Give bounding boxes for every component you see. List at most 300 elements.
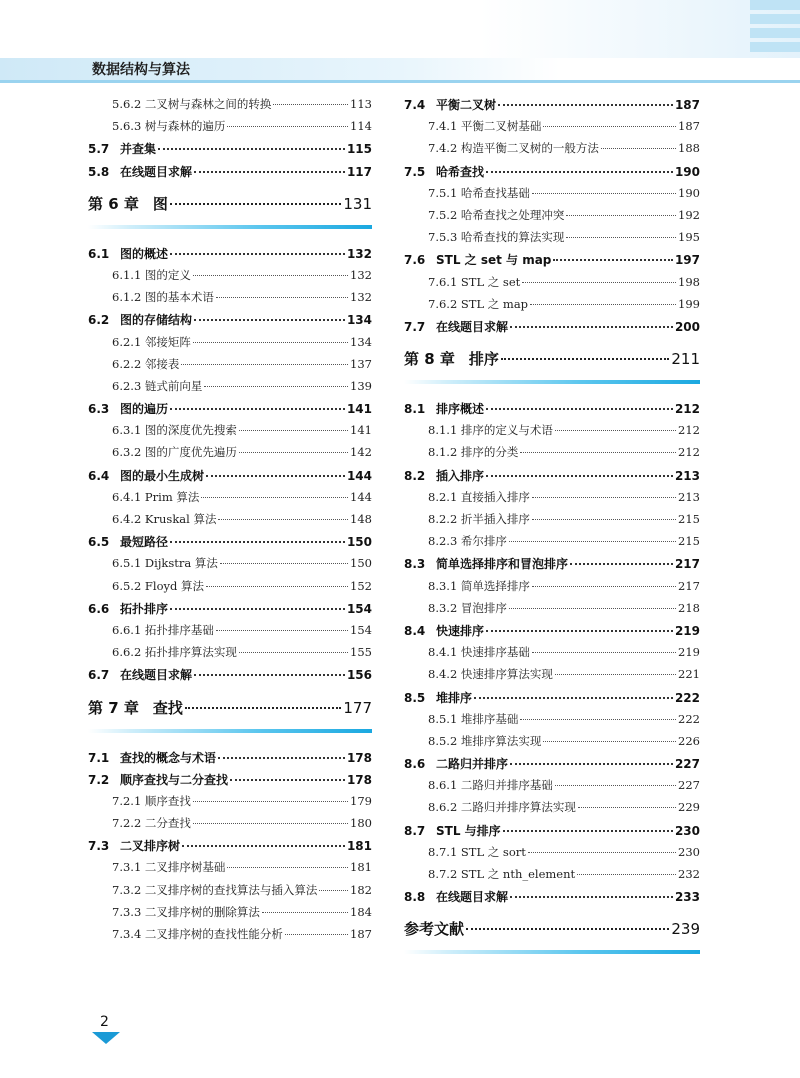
subsection-title: 8.2.2 折半插入排序 <box>428 512 530 526</box>
section-name: 顺序查找与二分查找 <box>120 772 229 787</box>
subsection-page: 212 <box>678 423 700 438</box>
section-title <box>404 689 472 706</box>
toc-subsection <box>404 578 700 600</box>
toc-section <box>88 400 372 422</box>
header-stripes <box>750 0 800 70</box>
section-name: 图的存储结构 <box>120 313 193 328</box>
subsection-page: 113 <box>350 97 372 111</box>
dot-leader <box>201 497 348 498</box>
section-page: 219 <box>674 623 700 638</box>
section-page: 141 <box>346 402 372 417</box>
subsection-title: 6.6.2 拓扑排序算法实现 <box>112 645 237 660</box>
toc-subsection <box>404 207 700 229</box>
section-number: 8.5 <box>404 690 426 705</box>
section-name: 在线题目求解 <box>120 668 193 683</box>
subsection-title: 7.3.3 二叉排序树的删除算法 <box>112 904 260 919</box>
toc-section <box>88 837 372 859</box>
reference-title: 参考文献 <box>404 920 465 939</box>
toc-section <box>404 622 700 644</box>
subsection-title: 6.2.1 邻接矩阵 <box>112 334 191 349</box>
dot-leader <box>220 563 348 564</box>
dot-leader <box>227 867 348 868</box>
toc-subsection <box>88 289 372 311</box>
section-title <box>404 755 508 772</box>
chapter-name: 图 <box>152 194 168 213</box>
toc-section <box>404 755 700 777</box>
subsection-page: 179 <box>350 793 372 808</box>
section-name: 图的最小生成树 <box>120 468 205 483</box>
subsection-title: 7.2.2 二分查找 <box>112 816 191 831</box>
subsection-page: 227 <box>678 778 700 793</box>
dot-leader <box>532 519 676 520</box>
dot-leader <box>528 852 676 853</box>
toc-right-column <box>404 96 700 954</box>
toc-subsection <box>88 882 372 904</box>
chapter-title <box>404 348 499 369</box>
subsection-page: 114 <box>350 119 372 134</box>
toc-subsection <box>404 533 700 555</box>
subsection-title: 8.6.2 二路归并排序算法实现 <box>428 800 576 815</box>
section-number: 8.8 <box>404 890 426 905</box>
dot-leader <box>566 237 676 238</box>
subsection-page: 198 <box>678 274 700 289</box>
dot-leader <box>227 126 348 127</box>
toc-subsection <box>88 578 372 600</box>
section-name: 查找的概念与术语 <box>120 750 217 765</box>
subsection-page: 152 <box>350 578 372 593</box>
toc-subsection <box>404 844 700 866</box>
subsection-title: 8.2.1 直接插入排序 <box>428 489 530 504</box>
dot-leader <box>193 823 348 824</box>
toc-section <box>404 400 700 422</box>
subsection-page: 213 <box>678 489 700 504</box>
toc-section <box>404 251 700 273</box>
chapter-rule <box>404 950 700 954</box>
dot-leader <box>194 674 345 676</box>
section-page: 230 <box>674 823 700 838</box>
dot-leader <box>185 707 341 709</box>
toc-subsection <box>404 511 700 533</box>
section-page: 117 <box>346 164 372 179</box>
subsection-page: 192 <box>678 207 700 222</box>
chapter-title <box>404 918 464 939</box>
subsection-page: 187 <box>350 927 372 941</box>
toc-subsection <box>404 799 700 821</box>
section-number: 8.3 <box>404 557 426 572</box>
toc-section <box>88 771 372 793</box>
section-number: 7.1 <box>88 750 110 765</box>
subsection-title: 5.6.2 二叉树与森林之间的转换 <box>112 97 272 111</box>
toc-subsection <box>404 118 700 140</box>
subsection-title: 8.4.2 快速排序算法实现 <box>428 667 553 682</box>
toc-subsection <box>88 555 372 577</box>
section-number: 7.7 <box>404 319 426 334</box>
subsection-page: 137 <box>350 356 372 371</box>
subsection-title: 6.2.3 链式前向星 <box>112 378 203 393</box>
chapter-rule <box>88 225 372 229</box>
subsection-page: 221 <box>678 667 700 682</box>
section-number: 8.1 <box>404 402 426 417</box>
dot-leader <box>555 785 676 786</box>
toc-subsection <box>88 489 372 511</box>
subsection-page: 230 <box>678 844 700 859</box>
section-name: 堆排序 <box>436 690 473 705</box>
subsection-title: 7.5.2 哈希查找之处理冲突 <box>428 207 565 222</box>
subsection-page: 222 <box>678 711 700 726</box>
dot-leader <box>498 104 673 106</box>
chapter-page: 239 <box>671 920 700 939</box>
section-number: 5.8 <box>88 164 110 179</box>
toc-section <box>404 96 700 118</box>
subsection-page: 212 <box>678 445 700 460</box>
toc-subsection <box>404 866 700 888</box>
dot-leader <box>170 608 345 610</box>
toc-section <box>404 888 700 910</box>
dot-leader <box>503 830 673 832</box>
section-page: 233 <box>674 890 700 905</box>
toc-chapter <box>404 918 700 948</box>
subsection-title: 8.1.2 排序的分类 <box>428 445 519 460</box>
subsection-title: 6.4.1 Prim 算法 <box>112 489 200 504</box>
dot-leader <box>486 630 673 632</box>
toc-section <box>404 318 700 340</box>
subsection-title: 7.4.1 平衡二叉树基础 <box>428 119 542 134</box>
toc-section <box>404 163 700 185</box>
dot-leader <box>510 326 673 328</box>
section-name: 简单选择排序和冒泡排序 <box>436 557 569 572</box>
section-page: 154 <box>346 601 372 616</box>
subsection-page: 218 <box>678 600 700 615</box>
section-title <box>88 666 192 683</box>
toc-chapter <box>404 348 700 378</box>
section-page: 178 <box>346 772 372 787</box>
toc-subsection <box>88 904 372 926</box>
dot-leader <box>193 275 348 276</box>
toc-subsection <box>404 600 700 622</box>
section-name: 最短路径 <box>120 535 169 550</box>
subsection-page: 219 <box>678 645 700 660</box>
section-title <box>88 400 168 417</box>
subsection-title: 8.5.1 堆排序基础 <box>428 711 519 726</box>
section-title <box>88 311 192 328</box>
dot-leader <box>285 934 348 935</box>
section-number: 6.5 <box>88 535 110 550</box>
toc-subsection <box>404 489 700 511</box>
section-page: 200 <box>674 319 700 334</box>
section-title <box>88 163 192 180</box>
section-name: 在线题目求解 <box>120 164 193 179</box>
subsection-page: 217 <box>678 578 700 593</box>
subsection-title: 8.2.3 希尔排序 <box>428 534 507 549</box>
section-name: 平衡二叉树 <box>436 98 497 112</box>
subsection-title: 8.1.1 排序的定义与术语 <box>428 423 553 438</box>
section-number: 6.6 <box>88 601 110 616</box>
section-title <box>88 771 228 788</box>
dot-leader <box>570 563 673 565</box>
toc-subsection <box>404 711 700 733</box>
dot-leader <box>230 779 345 781</box>
dot-leader <box>218 519 348 520</box>
section-title <box>404 622 484 639</box>
dot-leader <box>501 358 669 360</box>
dot-leader <box>601 148 676 149</box>
dot-leader <box>555 430 676 431</box>
toc-subsection <box>404 444 700 466</box>
chapter-name: 查找 <box>152 698 183 717</box>
subsection-title: 7.6.2 STL 之 map <box>428 296 529 311</box>
dot-leader <box>509 541 676 542</box>
subsection-page: 229 <box>678 800 700 815</box>
subsection-page: 184 <box>350 904 372 919</box>
toc-section <box>404 822 700 844</box>
dot-leader <box>466 928 669 930</box>
subsection-title: 6.4.2 Kruskal 算法 <box>112 512 217 526</box>
section-number: 8.2 <box>404 468 426 483</box>
section-page: 150 <box>346 535 372 550</box>
dot-leader <box>239 430 348 431</box>
subsection-title: 8.6.1 二路归并排序基础 <box>428 778 553 793</box>
section-page: 134 <box>346 313 372 328</box>
chapter-page: 211 <box>671 350 700 369</box>
section-number: 8.4 <box>404 623 426 638</box>
dot-leader <box>218 757 345 759</box>
toc-section <box>88 311 372 333</box>
section-number: 8.7 <box>404 823 426 838</box>
dot-leader <box>486 408 673 410</box>
section-title <box>404 467 484 484</box>
subsection-page: 144 <box>350 489 372 504</box>
toc-subsection <box>404 666 700 688</box>
toc-subsection <box>88 422 372 444</box>
subsection-page: 187 <box>678 119 700 134</box>
toc-subsection <box>88 511 372 533</box>
chapter-name: 排序 <box>468 350 499 369</box>
toc-section <box>88 600 372 622</box>
section-title <box>88 749 216 766</box>
toc-section <box>88 666 372 688</box>
chapter-rule <box>404 380 700 384</box>
toc-subsection <box>404 140 700 162</box>
toc-subsection <box>404 777 700 799</box>
section-page: 144 <box>346 468 372 483</box>
subsection-page: 150 <box>350 556 372 571</box>
toc-left-column <box>88 96 372 948</box>
dot-leader <box>532 193 676 194</box>
subsection-page: 182 <box>350 882 372 897</box>
subsection-title: 8.5.2 堆排序算法实现 <box>428 733 542 748</box>
toc-subsection <box>404 229 700 251</box>
section-page: 222 <box>674 690 700 705</box>
dot-leader <box>532 652 676 653</box>
section-number: 6.3 <box>88 402 110 417</box>
chapter-page: 131 <box>343 194 372 213</box>
toc-subsection <box>88 267 372 289</box>
toc-section <box>88 467 372 489</box>
dot-leader <box>530 304 676 305</box>
dot-leader <box>543 126 676 127</box>
section-title <box>404 96 496 113</box>
section-page: 132 <box>346 246 372 261</box>
dot-leader <box>486 475 673 477</box>
section-name: 并查集 <box>120 142 157 157</box>
dot-leader <box>181 364 348 365</box>
toc-subsection <box>404 422 700 444</box>
subsection-title: 7.3.1 二叉排序树基础 <box>112 860 226 875</box>
section-title <box>404 888 508 905</box>
toc-chapter <box>88 193 372 223</box>
section-name: 二路归并排序 <box>436 757 509 772</box>
section-page: 227 <box>674 757 700 772</box>
section-name: 二叉排序树 <box>120 839 181 854</box>
subsection-title: 7.5.3 哈希查找的算法实现 <box>428 230 565 245</box>
toc-subsection <box>88 644 372 666</box>
subsection-title: 7.4.2 构造平衡二叉树的一般方法 <box>428 141 599 156</box>
toc-subsection <box>404 296 700 318</box>
page-header <box>0 0 800 80</box>
subsection-page: 141 <box>350 423 372 438</box>
subsection-page: 132 <box>350 290 372 305</box>
subsection-title: 7.3.2 二叉排序树的查找算法与插入算法 <box>112 882 318 897</box>
subsection-page: 134 <box>350 334 372 349</box>
section-number: 6.4 <box>88 468 110 483</box>
dot-leader <box>566 215 676 216</box>
section-page: 178 <box>346 750 372 765</box>
subsection-page: 181 <box>350 860 372 875</box>
dot-leader <box>520 452 676 453</box>
toc-subsection <box>88 356 372 378</box>
section-name: 图的概述 <box>120 246 169 261</box>
toc-subsection <box>88 815 372 837</box>
subsection-page: 215 <box>678 512 700 526</box>
dot-leader <box>486 171 673 173</box>
dot-leader <box>532 497 676 498</box>
subsection-page: 139 <box>350 378 372 393</box>
section-name: 图的遍历 <box>120 402 169 417</box>
section-page: 197 <box>674 253 700 268</box>
chapter-number: 第 8 章 <box>404 350 455 369</box>
dot-leader <box>170 408 345 410</box>
section-page: 156 <box>346 668 372 683</box>
section-number: 6.2 <box>88 313 110 328</box>
section-title <box>404 400 484 417</box>
dot-leader <box>474 697 673 699</box>
section-page: 213 <box>674 468 700 483</box>
dot-leader <box>193 342 348 343</box>
subsection-page: 188 <box>678 141 700 156</box>
section-page: 181 <box>346 839 372 854</box>
toc-section <box>88 163 372 185</box>
dot-leader <box>520 719 676 720</box>
dot-leader <box>578 807 676 808</box>
dot-leader <box>194 319 345 321</box>
subsection-page: 226 <box>678 733 700 748</box>
header-rule <box>0 80 800 83</box>
subsection-page: 215 <box>678 534 700 549</box>
dot-leader <box>216 297 348 298</box>
toc-subsection <box>404 733 700 755</box>
section-page: 187 <box>674 98 700 112</box>
section-title <box>88 837 180 854</box>
section-page: 212 <box>674 402 700 417</box>
subsection-title: 6.5.2 Floyd 算法 <box>112 578 205 593</box>
section-number: 6.1 <box>88 246 110 261</box>
section-number: 7.3 <box>88 839 110 854</box>
dot-leader <box>510 763 673 765</box>
toc-section <box>404 689 700 711</box>
section-number: 7.6 <box>404 253 426 268</box>
toc-subsection <box>88 96 372 118</box>
dot-leader <box>204 386 348 387</box>
section-title <box>404 163 484 180</box>
dot-leader <box>553 259 673 261</box>
dot-leader <box>239 652 348 653</box>
dot-leader <box>206 586 348 587</box>
section-name: STL 之 set 与 map <box>436 253 552 268</box>
section-title <box>88 600 168 617</box>
toc-section <box>88 245 372 267</box>
dot-leader <box>262 912 348 913</box>
dot-leader <box>194 171 345 173</box>
subsection-title: 7.2.1 顺序查找 <box>112 793 191 808</box>
dot-leader <box>239 452 348 453</box>
subsection-title: 5.6.3 树与森林的遍历 <box>112 119 226 134</box>
toc-subsection <box>88 926 372 948</box>
dot-leader <box>206 475 345 477</box>
section-title <box>404 251 551 268</box>
section-page: 190 <box>674 164 700 179</box>
dot-leader <box>509 608 676 609</box>
section-name: 快速排序 <box>436 623 485 638</box>
section-number: 8.6 <box>404 757 426 772</box>
dot-leader <box>543 741 676 742</box>
section-name: 哈希查找 <box>436 164 485 179</box>
dot-leader <box>577 874 676 875</box>
section-page: 115 <box>346 142 372 157</box>
subsection-page: 154 <box>350 622 372 637</box>
toc-subsection <box>88 378 372 400</box>
dot-leader <box>170 203 341 205</box>
subsection-page: 199 <box>678 296 700 311</box>
subsection-page: 148 <box>350 512 372 526</box>
section-title <box>404 555 568 572</box>
dot-leader <box>158 148 345 150</box>
subsection-page: 232 <box>678 867 700 881</box>
toc-subsection <box>88 334 372 356</box>
dot-leader <box>532 586 676 587</box>
section-page: 217 <box>674 557 700 572</box>
subsection-title: 7.6.1 STL 之 set <box>428 274 521 289</box>
section-number: 5.7 <box>88 142 110 157</box>
subsection-page: 132 <box>350 267 372 282</box>
toc-subsection <box>404 185 700 207</box>
subsection-title: 8.7.2 STL 之 nth_element <box>428 867 576 881</box>
subsection-title: 8.3.2 冒泡排序 <box>428 600 507 615</box>
section-name: 在线题目求解 <box>436 890 509 905</box>
dot-leader <box>170 253 345 255</box>
section-number: 7.4 <box>404 98 426 112</box>
page-number: 2 <box>100 1014 109 1030</box>
subsection-title: 7.5.1 哈希查找基础 <box>428 185 530 200</box>
section-title <box>404 822 501 839</box>
subsection-title: 6.6.1 拓扑排序基础 <box>112 622 214 637</box>
subsection-title: 8.7.1 STL 之 sort <box>428 844 526 859</box>
dot-leader <box>170 541 345 543</box>
dot-leader <box>319 890 348 891</box>
section-title <box>404 318 508 335</box>
section-name: 在线题目求解 <box>436 319 509 334</box>
subsection-title: 6.1.2 图的基本术语 <box>112 290 214 305</box>
subsection-title: 7.3.4 二叉排序树的查找性能分析 <box>112 927 283 941</box>
